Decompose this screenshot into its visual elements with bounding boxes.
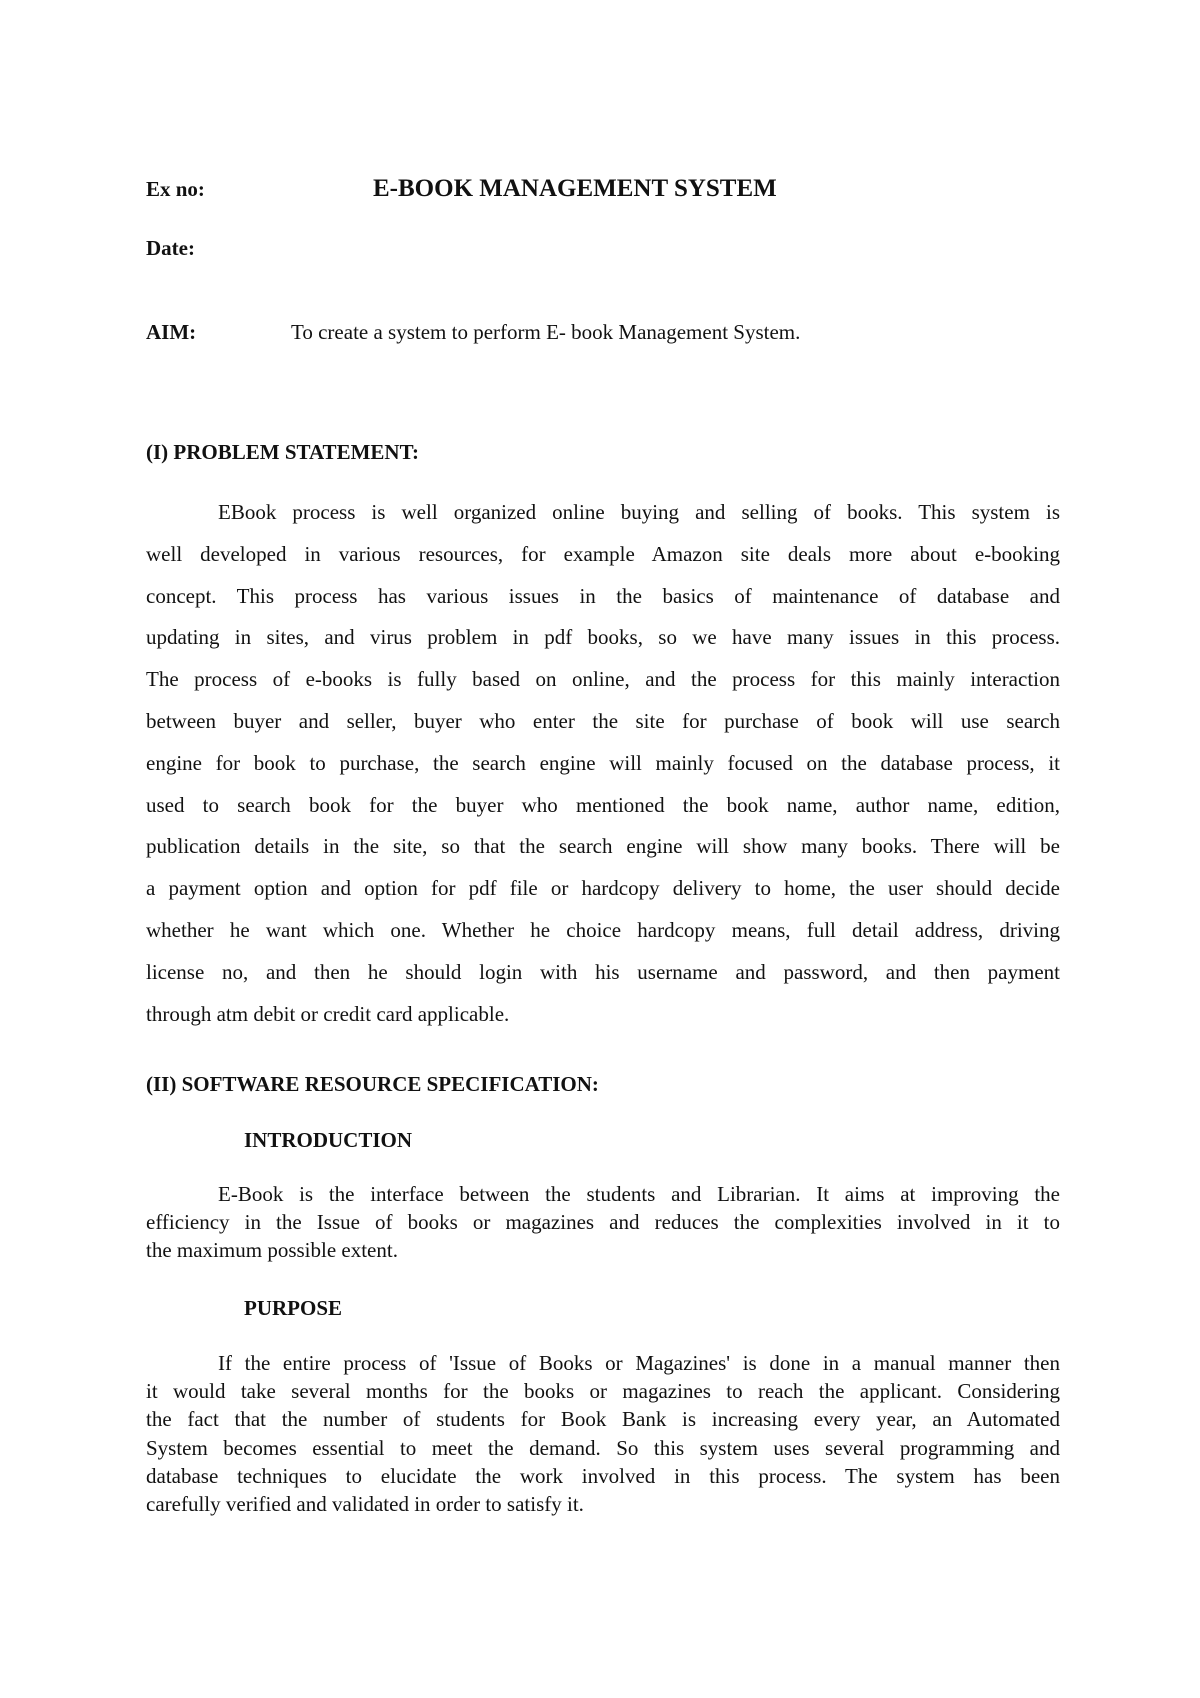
paragraph-line: publication details in the site, so that the search engine will show many books. There will be: [146, 834, 1060, 859]
paragraph-line: well developed in various resources, for example Amazon site deals more about e-booking: [146, 541, 1060, 566]
paragraph-line: used to search book for the buyer who mentioned the book name, author name, edition,: [146, 792, 1060, 817]
aim-text: To create a system to perform E- book Management System.: [291, 320, 801, 344]
problem-statement-heading: (I) PROBLEM STATEMENT:: [146, 440, 420, 464]
introduction-heading: INTRODUCTION: [244, 1128, 413, 1152]
paragraph-line: System becomes essential to meet the demand. So this system uses several programming and: [146, 1435, 1060, 1460]
purpose-heading: PURPOSE: [244, 1296, 343, 1320]
paragraph-line: EBook process is well organized online buying and selling of books. This system is: [218, 500, 1060, 524]
paragraph-line: efficiency in the Issue of books or magazines and reduces the complexities involved in it to: [146, 1210, 1060, 1235]
paragraph-line: between buyer and seller, buyer who enter the site for purchase of book will use search: [146, 708, 1060, 733]
paragraph-line: through atm debit or credit card applicable.: [146, 1001, 510, 1026]
paragraph-line: the maximum possible extent.: [146, 1238, 398, 1263]
paragraph-line: a payment option and option for pdf file or hardcopy delivery to home, the user should decide: [146, 876, 1060, 901]
aim-label: AIM:: [146, 320, 197, 344]
paragraph-line: engine for book to purchase, the search engine will mainly focused on the database process, it: [146, 750, 1060, 775]
paragraph-line: license no, and then he should login with his username and password, and then payment: [146, 959, 1060, 984]
ex-no-label: Ex no:: [146, 177, 205, 201]
document-title: E-BOOK MANAGEMENT SYSTEM: [373, 175, 777, 202]
paragraph-line: it would take several months for the books or magazines to reach the applicant. Considering: [146, 1379, 1060, 1404]
paragraph-line: If the entire process of 'Issue of Books or Magazines' is done in a manual manner then: [218, 1351, 1060, 1375]
paragraph-line: updating in sites, and virus problem in pdf books, so we have many issues in this process.: [146, 625, 1060, 650]
paragraph-line: database techniques to elucidate the work involved in this process. The system has been: [146, 1463, 1060, 1488]
paragraph-line: The process of e-books is fully based on online, and the process for this mainly interaction: [146, 667, 1060, 692]
paragraph-line: whether he want which one. Whether he choice hardcopy means, full detail address, driving: [146, 917, 1060, 942]
date-label: Date:: [146, 236, 195, 260]
paragraph-line: carefully verified and validated in order to satisfy it.: [146, 1491, 584, 1516]
introduction-paragraph: [146, 1180, 1060, 1265]
software-spec-heading: (II) SOFTWARE RESOURCE SPECIFICATION:: [146, 1072, 599, 1096]
paragraph-line: the fact that the number of students for Book Bank is increasing every year, an Automated: [146, 1407, 1060, 1432]
purpose-paragraph: [146, 1349, 1060, 1518]
problem-statement-paragraph: [146, 492, 1060, 1035]
paragraph-line: E-Book is the interface between the students and Librarian. It aims at improving the: [218, 1182, 1060, 1206]
paragraph-line: concept. This process has various issues in the basics of maintenance of database and: [146, 583, 1060, 608]
